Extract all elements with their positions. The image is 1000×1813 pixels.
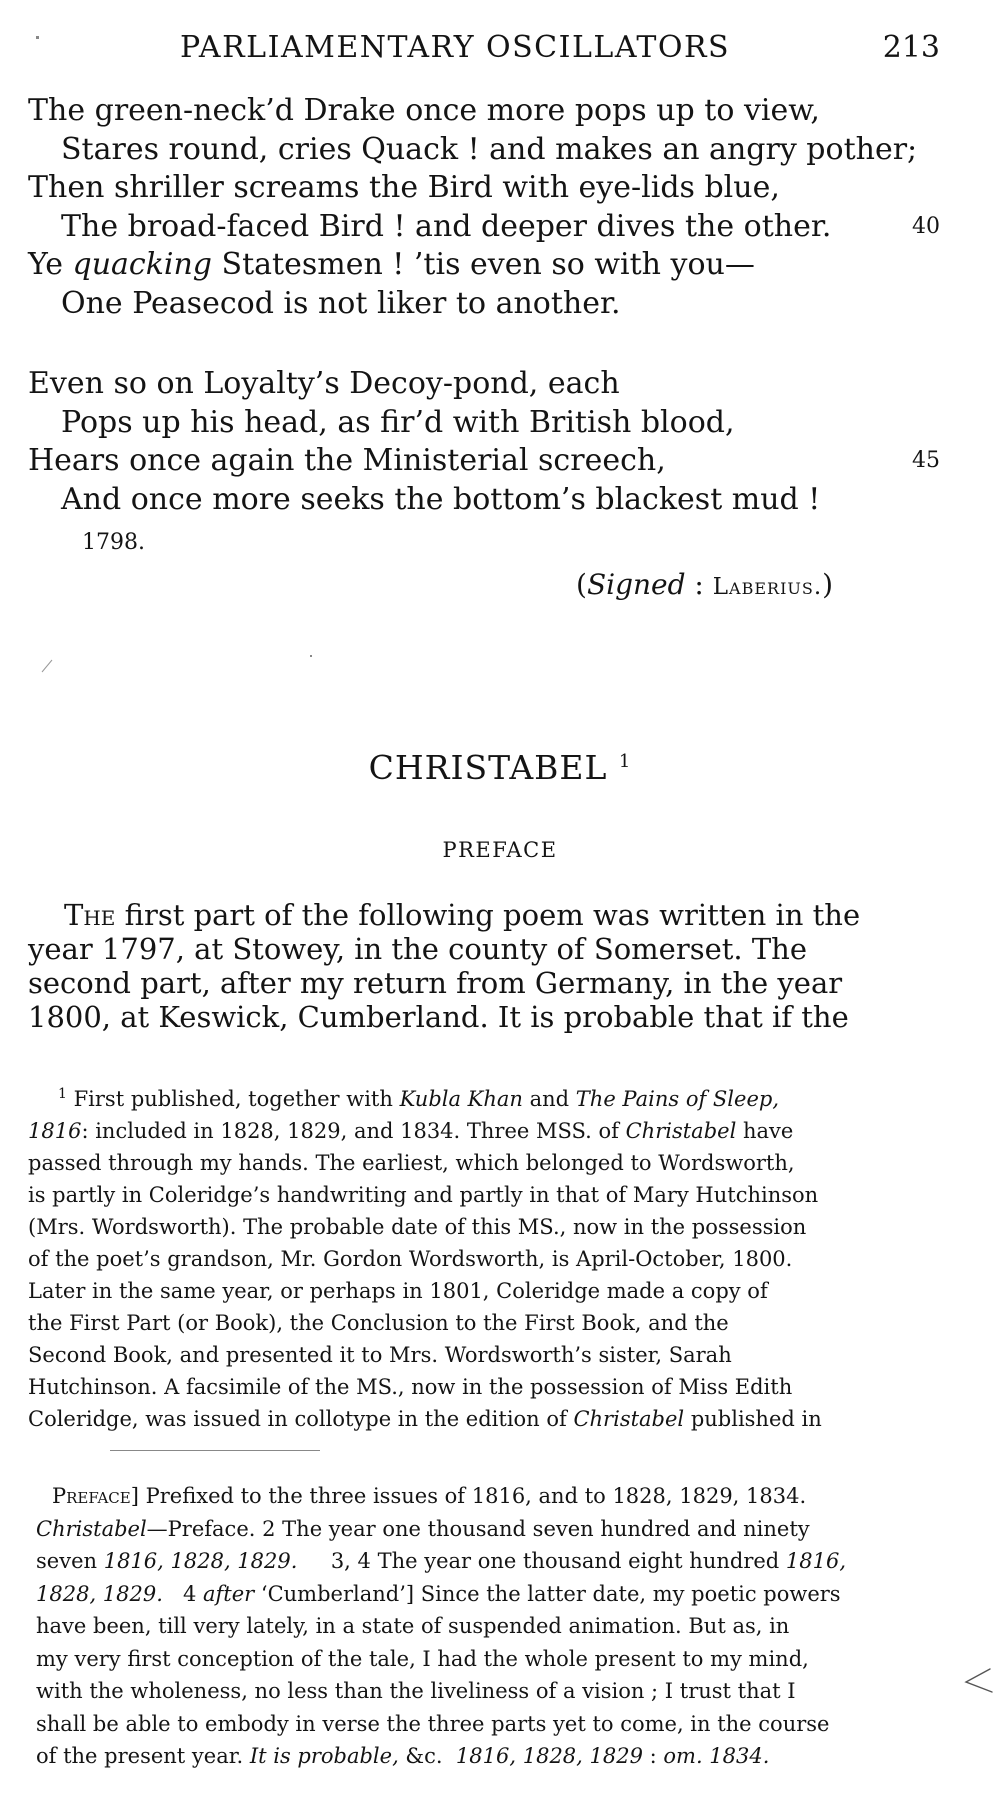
prose-line: second part, after my return from Germany, in the year (28, 966, 843, 1000)
variant-italic: 1816, (785, 1549, 847, 1573)
variant-line: shall be able to embody in verse the three parts yet to come, in the course (36, 1711, 830, 1736)
scan-speck (36, 36, 39, 39)
variant-line-ref: 2 (262, 1516, 276, 1541)
footnote-italic: Christabel (625, 1119, 737, 1143)
signature-name: Laberius. (712, 574, 823, 600)
line-number: 45 (912, 448, 940, 473)
footnote-italic: 1816 (28, 1119, 82, 1143)
variant-text: The year one thousand eight hundred (370, 1549, 786, 1573)
variant-line: have been, till very lately, in a state of suspended animation. But as, in (36, 1614, 790, 1638)
colon: : (685, 568, 713, 601)
variant-text: —Preface. (146, 1516, 263, 1541)
variant-space (163, 1582, 183, 1606)
variant-line (36, 1545, 942, 1578)
verse-line: Pops up his head, as fir’d with British blood, (61, 404, 735, 440)
footnote-line: is partly in Coleridge’s handwriting and partly in that of Mary Hutchinson (28, 1183, 819, 1207)
variant-space (443, 1744, 456, 1768)
footnote-line: of the poet’s grandson, Mr. Gordon Wordsworth, is April-October, 1800. (28, 1247, 793, 1271)
variant-lemma: Preface (52, 1484, 131, 1508)
footnote-line: passed through my hands. The earliest, which belonged to Wordsworth, (28, 1151, 795, 1175)
paren: ( (576, 568, 587, 601)
variant-line: with the wholeness, no less than the liveliness of a vision ; I trust that I (36, 1679, 796, 1703)
poem-signature (576, 568, 833, 601)
variant-notes (36, 1480, 942, 1773)
footnote-line: Second Book, and presented it to Mrs. Wordsworth’s sister, Sarah (28, 1343, 732, 1367)
variant-italic: after (203, 1581, 255, 1606)
verse-text: The broad-faced Bird ! and deeper dives the other. (61, 208, 832, 244)
variant-line-ref: 4 (182, 1581, 197, 1606)
verse-line: The green-neck’d Drake once more pops up to view, (28, 93, 820, 128)
variant-line (36, 1578, 942, 1611)
separator-rule (110, 1450, 320, 1451)
footnote-line: the First Part (or Book), the Conclusion to the First Book, and the (28, 1311, 729, 1335)
footnote-italic: The Pains of Sleep, (575, 1087, 779, 1111)
signed-word: Signed (586, 568, 686, 601)
variant-text: seven (36, 1549, 104, 1573)
variant-italic: Christabel (36, 1516, 147, 1541)
footnote-line (28, 1078, 940, 1115)
footnote-ref: 1 (618, 751, 632, 772)
variant-line: my very first conception of the tale, I had the whole present to my mind, (36, 1646, 809, 1671)
verse-text: Ye (28, 247, 73, 282)
verse-line: Even so on Loyalty’s Decoy-pond, each (28, 366, 620, 401)
verse-italic: quacking (72, 247, 213, 282)
variant-line-ref: 3, 4 (330, 1549, 371, 1573)
prose-text: first part of the following poem was written in the (115, 898, 861, 932)
variant-italic: om. 1834. (663, 1744, 770, 1768)
variant-text: &c. (405, 1744, 443, 1768)
footnote-line: Hutchinson. A facsimile of the MS., now in the possession of Miss Edith (28, 1375, 793, 1399)
footnote-line (28, 1403, 940, 1435)
variant-line (36, 1740, 942, 1773)
preface-text (28, 898, 908, 1034)
stanza (28, 92, 948, 323)
footnote-text: and (522, 1087, 576, 1111)
verse-text: Hears once again the Ministerial screech, (28, 443, 666, 478)
footnote-italic: Kubla Khan (399, 1087, 523, 1111)
footnote-line (28, 1115, 940, 1147)
variant-text: : (642, 1744, 664, 1768)
variant-space (196, 1582, 203, 1606)
verse-line: Stares round, cries Quack ! and makes an angry pother; (61, 131, 918, 167)
variant-text: The year one thousand seven hundred and ninety (275, 1516, 810, 1541)
preface-heading: PREFACE (442, 838, 558, 862)
running-head-title: PARLIAMENTARY OSCILLATORS (180, 30, 731, 65)
variant-text: ‘Cumberland’] Since the latter date, my poetic powers (254, 1581, 841, 1606)
footnote-line: (Mrs. Wordsworth). The probable date of this MS., now in the possession (28, 1215, 807, 1239)
poem-date: 1798. (82, 530, 145, 555)
verse-line: Then shriller screams the Bird with eye-lids blue, (28, 170, 780, 205)
variant-line (36, 1513, 942, 1546)
running-head (180, 30, 940, 66)
verse-line (28, 246, 948, 285)
page-number: 213 (882, 30, 940, 65)
prose-line: year 1797, at Stowey, in the county of Somerset. The (28, 932, 808, 966)
verse-line (28, 208, 948, 247)
variant-line (36, 1480, 942, 1513)
verse-line: And once more seeks the bottom’s blackest mud ! (61, 481, 821, 517)
paren: ) (822, 568, 834, 601)
footnote-marker: 1 (58, 1086, 67, 1102)
scan-speck (310, 655, 312, 657)
footnote-text: First published, together with (66, 1087, 400, 1111)
drop-word: The (64, 898, 116, 932)
section-title (0, 748, 1000, 787)
verse-line (28, 442, 948, 481)
footnote-line: Later in the same year, or perhaps in 1801, Coleridge made a copy of (28, 1279, 768, 1303)
variant-space (297, 1549, 330, 1573)
variant-italic: It is probable, (249, 1744, 406, 1768)
prose-line (28, 898, 908, 932)
footnote-text: Coleridge, was issued in collotype in the edition of (28, 1407, 574, 1431)
footnote-italic: Christabel (573, 1407, 685, 1431)
footnote (28, 1078, 940, 1435)
stanza (28, 365, 948, 519)
line-number: 40 (912, 213, 940, 239)
pencil-mark-icon (960, 1666, 994, 1696)
variant-italic: 1828, 1829. (36, 1581, 163, 1606)
variant-italic: 1816, 1828, 1829 (455, 1744, 643, 1768)
variant-italic: 1816, 1828, 1829. (103, 1549, 298, 1573)
verse-text: Statesmen ! ’tis even so with you— (212, 247, 755, 282)
variant-text: of the present year. (36, 1744, 250, 1768)
scan-mark (40, 656, 56, 674)
footnote-text: : included in 1828, 1829, and 1834. Three MSS. of (81, 1119, 626, 1143)
poem (28, 92, 948, 561)
footnote-text: published in (684, 1407, 822, 1431)
title-text: CHRISTABEL (368, 748, 608, 787)
verse-line: One Peasecod is not liker to another. (61, 285, 621, 321)
footnote-text: have (736, 1119, 794, 1143)
prose-line: 1800, at Keswick, Cumberland. It is probable that if the (28, 1000, 849, 1034)
variant-text: ] Prefixed to the three issues of 1816, and to 1828, 1829, 1834. (130, 1484, 807, 1508)
